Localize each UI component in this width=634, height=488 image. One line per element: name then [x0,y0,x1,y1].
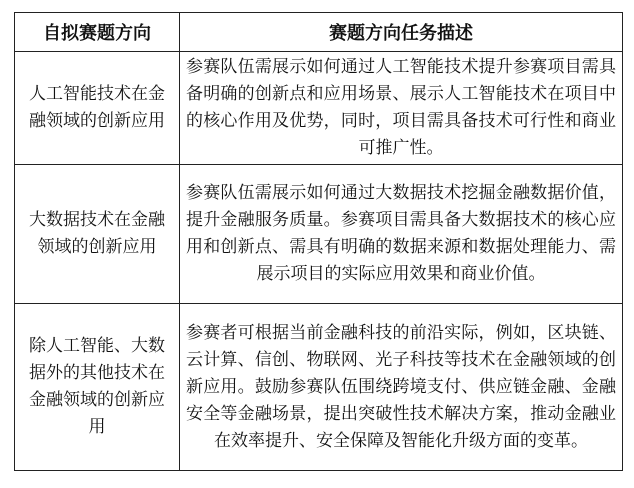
table-row [15,52,623,165]
topic-direction-cell: 人工智能技术在金融领域的创新应用 [15,52,180,165]
table-header-row [15,13,623,52]
table-row [15,304,623,471]
header-direction: 自拟赛题方向 [15,13,180,52]
header-description: 赛题方向任务描述 [180,13,623,52]
topic-direction-cell: 除人工智能、大数据外的其他技术在金融领域的创新应用 [15,304,180,471]
topic-direction-cell: 大数据技术在金融领域的创新应用 [15,165,180,304]
task-table-container [14,12,622,471]
topic-description-cell: 参赛队伍需展示如何通过大数据技术挖掘金融数据价值，提升金融服务质量。参赛项目需具备大数据技术的核心应用和创新点、需具有明确的数据来源和数据处理能力、需展示项目的实际应用效果和商业价值。 [180,165,623,304]
competition-topic-table [14,12,623,471]
topic-description-cell: 参赛队伍需展示如何通过人工智能技术提升参赛项目需具备明确的创新点和应用场景、展示人工智能技术在项目中的核心作用及优势，同时，项目需具备技术可行性和商业可推广性。 [180,52,623,165]
table-row [15,165,623,304]
topic-description-cell: 参赛者可根据当前金融科技的前沿实际，例如，区块链、云计算、信创、物联网、光子科技等技术在金融领域的创新应用。鼓励参赛队伍围绕跨境支付、供应链金融、金融安全等金融场景，提出突破性技术解决方案，推动金融业在效率提升、安全保障及智能化升级方面的变革。 [180,304,623,471]
